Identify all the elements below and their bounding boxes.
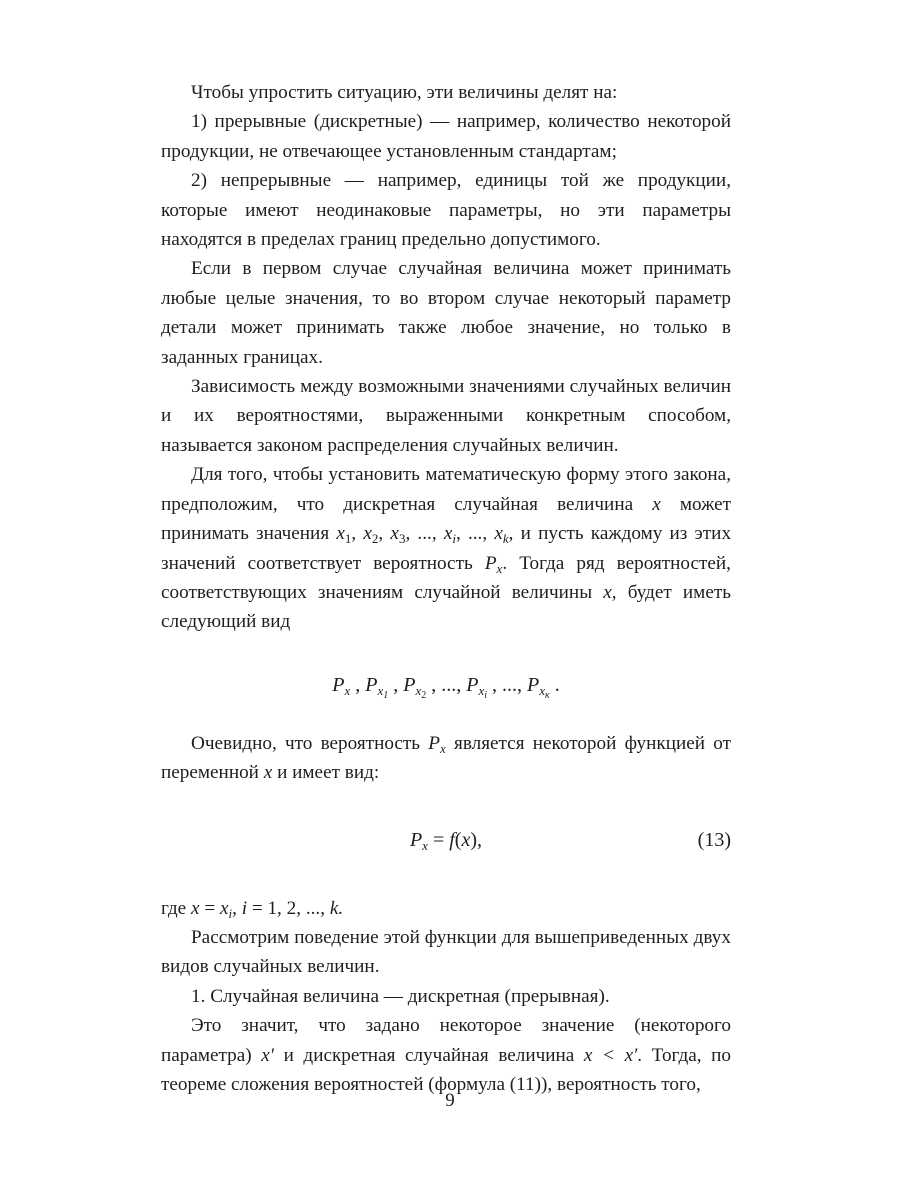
var-x: x — [652, 493, 661, 515]
paragraph-means: Это значит, что задано некоторое значение (некоторого параметра) x′ и дискретная случайная величина x < x′. Тогда, по теореме сложения вероятностей (формула (11)), вероятность того, — [161, 1015, 731, 1095]
paragraph-case1: 1. Случайная величина — дискретная (прерывная). — [191, 985, 610, 1007]
equation-number: (13) — [697, 828, 731, 851]
list-item-discrete: 1) прерывные (дискретные) — например, количество некоторой продукции, не отвечающее установленным стандартам; — [161, 111, 731, 162]
paragraph-dependency: Зависимость между возможными значениями случайных величин и их вероятностями, выраженными конкретным способом, называется законом распределения случайных величин. — [161, 376, 731, 456]
list-item-continuous: 2) непрерывные — например, единицы той же продукции, которые имеют неодинаковые параметры, но эти параметры находятся в пределах границ предельно допустимого. — [161, 170, 731, 251]
formula-13: $P_x = f(x)$, (13) — [161, 788, 731, 894]
paragraph-consider: Рассмотрим поведение этой функции для вышеприведенных двух видов случайных величин. — [161, 926, 731, 978]
paragraph-where: где $x = x_i$, i = 1, 2, ..., k. — [161, 897, 344, 921]
paragraph-intro: Чтобы упростить ситуацию, эти величины делят на: — [191, 82, 618, 103]
page-body — [161, 78, 731, 1099]
paragraph-first-case: Если в первом случае случайная величина может принимать любые целые значения, то во втором случае некоторый параметр детали может принимать также любое значение, но только в заданных границах. — [161, 258, 731, 368]
var-px: $P_x$ — [484, 552, 503, 576]
page-number: 9 — [445, 1090, 455, 1111]
probability-series: $P_x$ , $P_{x_1}$ , $P_{x_2}$ , ..., $P_{x_i}$ , ..., $P_{x_к}$ . — [332, 673, 560, 701]
paragraph-obvious: Очевидно, что вероятность $P_x$ является некоторой функцией от переменной x и имеет вид: — [161, 732, 731, 784]
values-list: $x_1$, $x_2$, $x_3$, ..., $x_i$, ..., $x_k$ — [336, 523, 509, 547]
paragraph-math-form: Для того, чтобы установить математическую форму этого закона, предположим, что дискретная случайная величина x может принимать значения $x_1$, $x_2$, $x_3$, ..., $x_i$, ..., $x_k$, и пусть каждому из этих значений соответствует вероятность $P_x$. Тогда ряд вероятностей, соответствующих значениям случайной величины x, будет иметь следующий вид — [161, 464, 732, 633]
